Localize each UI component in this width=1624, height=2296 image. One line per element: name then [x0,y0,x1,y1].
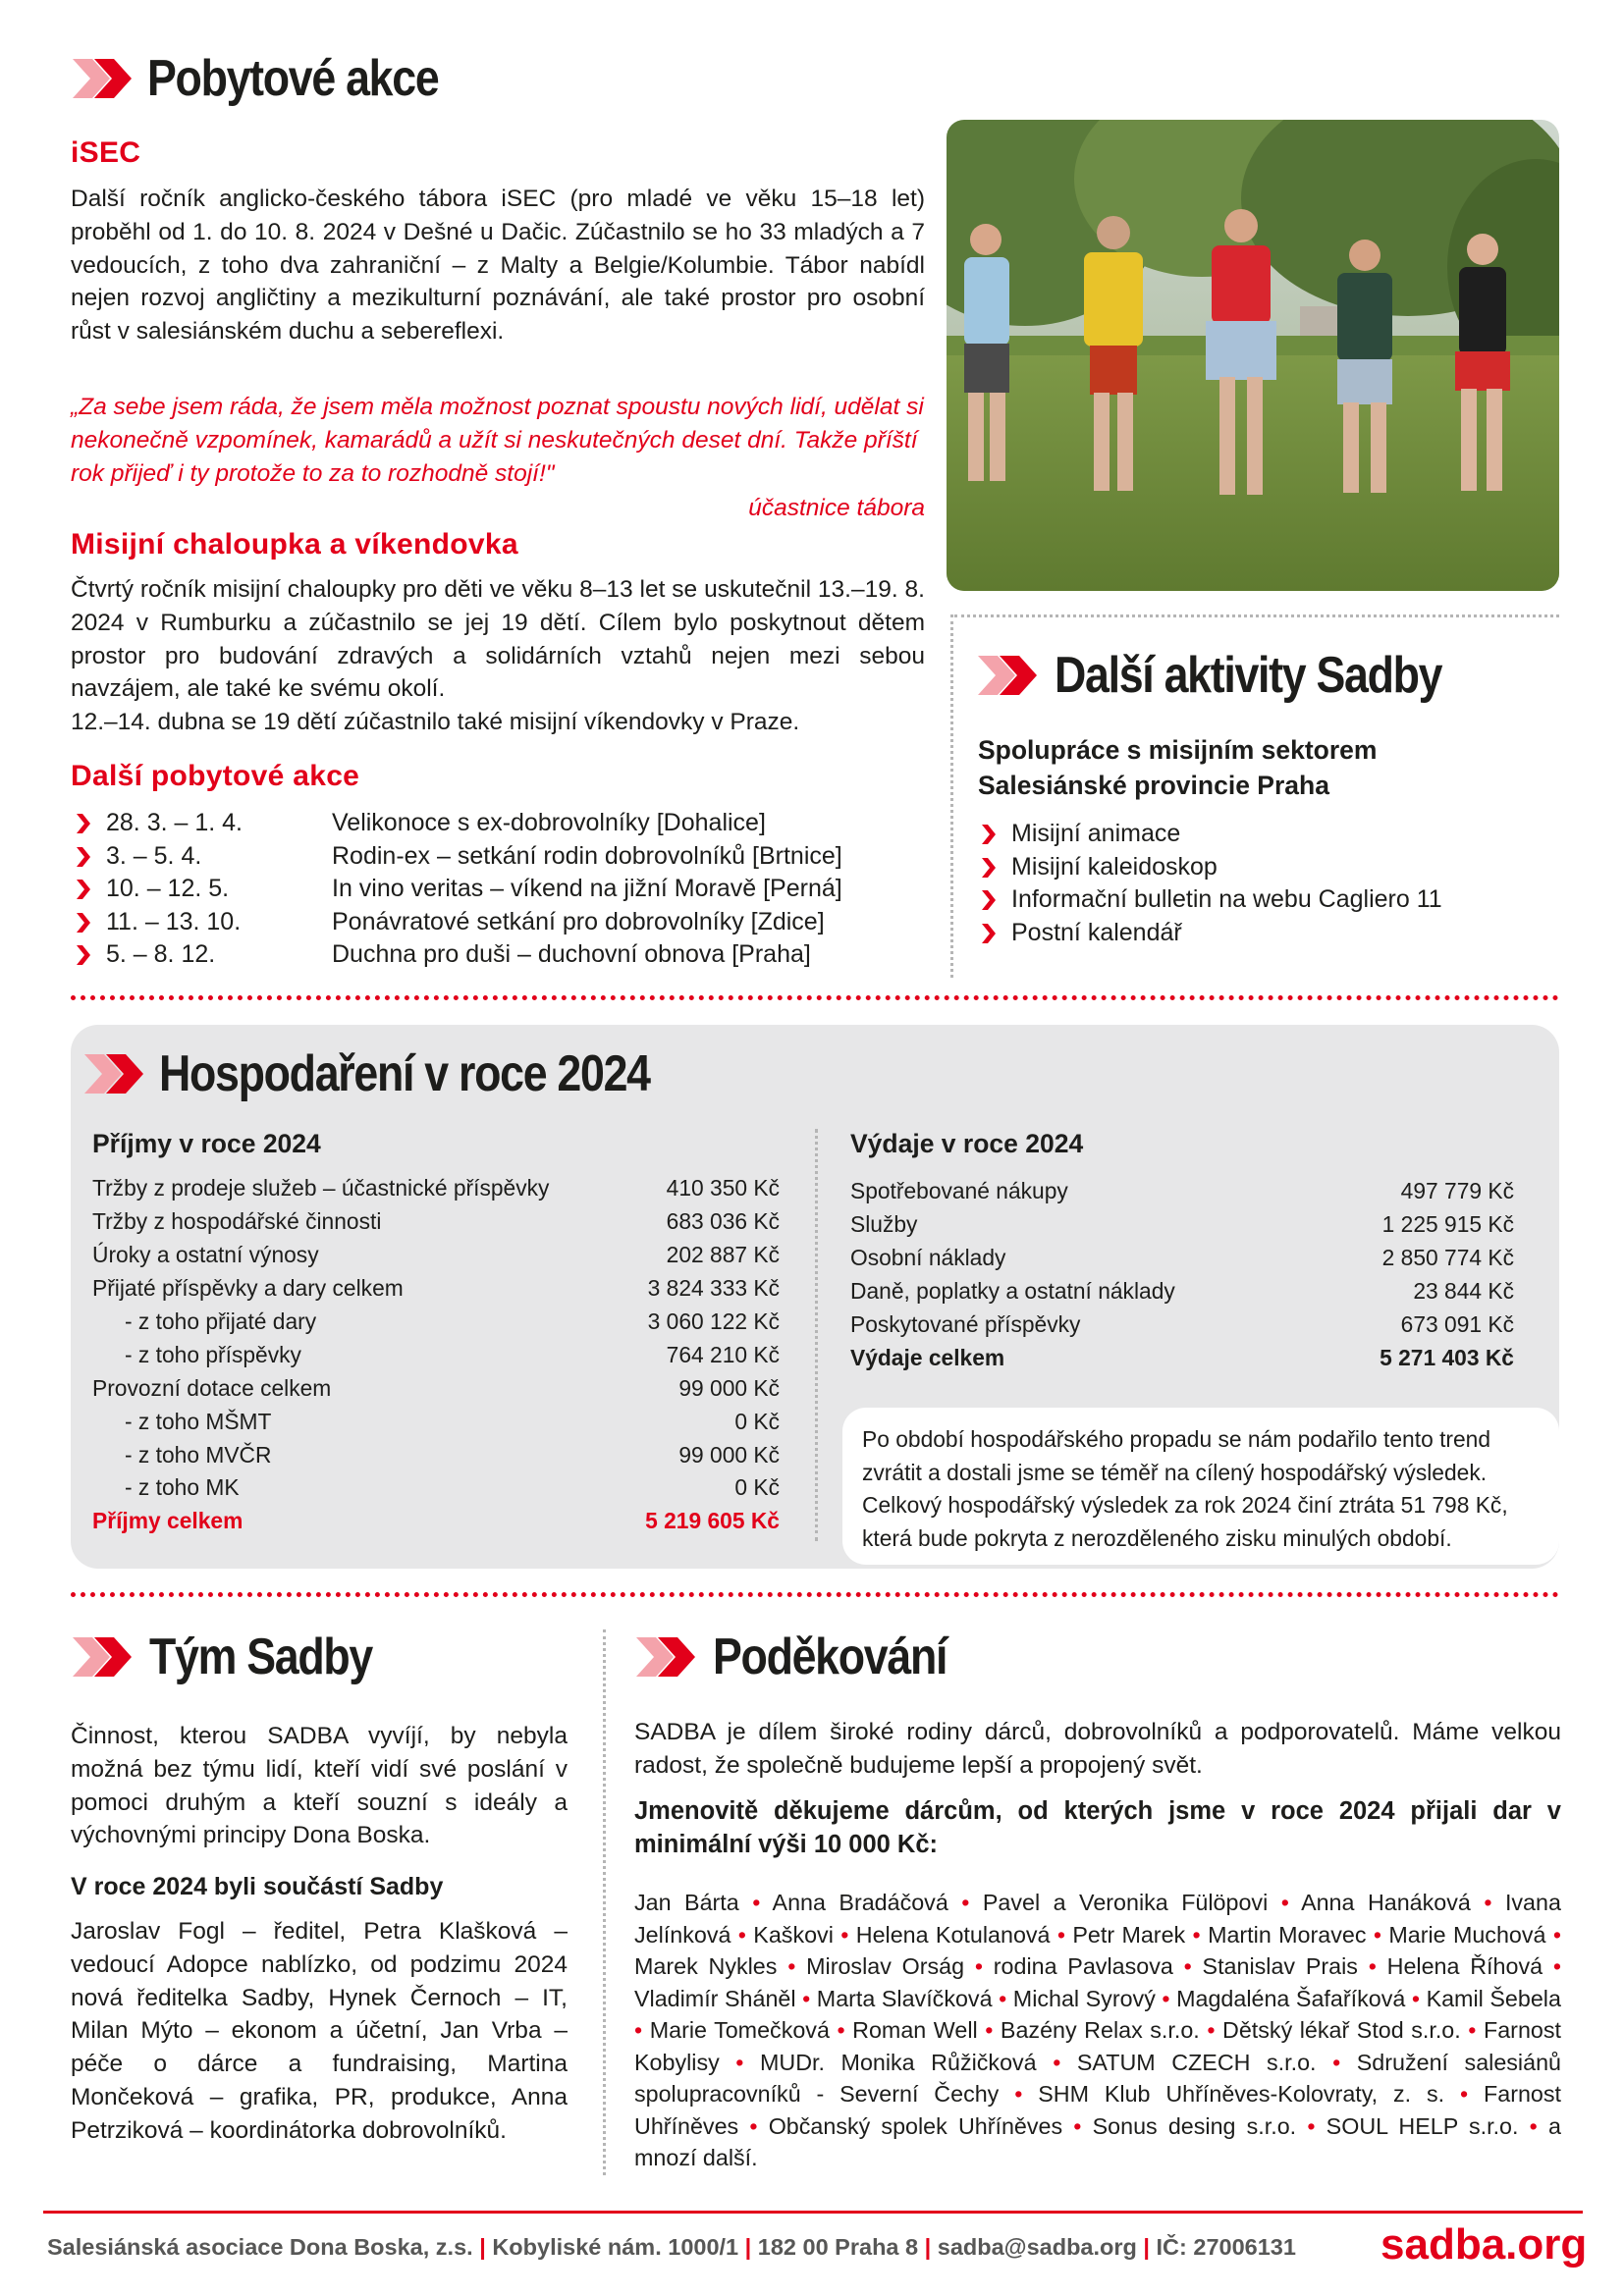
list-item [978,818,1442,851]
donor-name: Helena Kotulanová [855,1921,1051,1948]
donor-name: Dětský lékař Stod s.r.o. [1222,2017,1461,2043]
table-row [92,1272,780,1306]
income-total-label: Příjmy celkem [92,1508,244,1534]
table-row [92,1172,780,1205]
event-date: 3. – 5. 4. [106,841,202,870]
expense-label: Osobní náklady [850,1245,1006,1271]
expense-value: 497 779 Kč [1400,1178,1514,1204]
event-name: Rodin-ex – setkání rodin dobrovolníků [Brtnice] [332,841,842,870]
expense-value: 673 091 Kč [1400,1311,1514,1337]
chevron-right-icon [77,880,90,899]
table-row [92,1338,780,1371]
donor-name: SATUM CZECH s.r.o. [1076,2049,1317,2075]
income-value: 3 060 122 Kč [647,1308,780,1334]
donor-name: SOUL HELP s.r.o. [1326,2112,1519,2139]
chevron-right-icon [77,814,90,833]
list-item [978,917,1442,950]
finance-note [842,1408,1559,1565]
donor-name: Vladimír Sháněl [634,1985,796,2011]
donor-name: Anna Bradáčová [772,1890,948,1915]
section-divider [71,1592,1559,1597]
double-chevron-icon [636,1637,697,1677]
footer-contacts [47,2234,1296,2261]
column-divider [950,614,953,978]
donor-name: Michal Syrový [1012,1985,1156,2011]
list-item [73,807,842,840]
donor-separator: • [1056,1921,1066,1948]
activity-label: Informační bulletin na webu Cagliero 11 [1011,885,1442,913]
donor-name: Miroslav Orság [806,1953,965,1979]
double-chevron-icon [84,1054,145,1094]
expense-table [850,1175,1514,1374]
event-name: Duchna pro duši – duchovní obnova [Praha] [332,940,811,968]
expense-label: Poskytované příspěvky [850,1311,1081,1337]
donor-separator: • [999,1985,1007,2011]
double-chevron-icon [73,59,134,98]
donor-name: MUDr. Monika Růžičková [760,2049,1037,2075]
expense-label: Daně, poplatky a ostatní náklady [850,1278,1175,1305]
income-value: 3 824 333 Kč [647,1275,780,1302]
chevron-right-icon [77,847,90,867]
event-name: In vino veritas – víkend na jižní Moravě [Perná] [332,875,842,902]
chevron-right-icon [77,945,90,965]
income-value: 410 350 Kč [666,1175,780,1201]
income-label: - z toho přijaté dary [125,1308,317,1334]
donor-separator: • [634,2017,643,2043]
section-title-podekovani: Poděkování [713,1629,947,1685]
list-item [73,873,842,906]
income-total-value: 5 219 605 Kč [645,1508,780,1534]
donor-separator: • [735,2049,744,2075]
footer-brand-link[interactable]: sadba.org [1380,2220,1588,2269]
camp-photo-illustration [947,120,1559,591]
expense-label: Služby [850,1211,918,1238]
donor-separator: • [749,2112,758,2139]
donor-separator: • [1552,1953,1561,1979]
isec-heading: iSEC [71,136,141,169]
finance-note-text: Po období hospodářského propadu se nám podařilo tento trend zvrátit a dostali jsme se téměř na cílený hospodářský výsledek. Celkový hospodářský výsledek za rok 2024 činí ztráta 51 798 Kč, která bude pokryta z nerozděleného zisku minulých období. [862,1426,1508,1551]
table-row [92,1205,780,1239]
footer-rule [43,2211,1583,2214]
donor-name: Jan Bárta [634,1890,739,1915]
income-label: Tržby z hospodářské činnosti [92,1208,382,1235]
tym-intro: Činnost, kterou SADBA vyvíjí, by nebyla možná bez týmu lidí, kteří vidí své poslání v pomoci druhým a kteří souzní s ideály a výchovnými principy Dona Boska. [71,1723,568,1849]
donor-separator: • [1014,2081,1023,2107]
table-row [92,1471,780,1505]
donor-name: Marek Nykles [634,1953,778,1979]
table-row [92,1371,780,1405]
donor-name: Helena Říhová [1386,1953,1543,1979]
footer-separator: | [744,2234,752,2260]
donor-list [634,1887,1561,2174]
footer-org: Salesiánská asociace Dona Boska, z.s. [47,2234,473,2260]
donor-separator: • [985,2017,994,2043]
event-date: 11. – 13. 10. [106,907,242,935]
list-item [73,840,842,874]
donor-name: Marta Slavíčková [816,1985,993,2011]
donor-name: Sonus desing s.r.o. [1092,2112,1297,2139]
donor-separator: • [802,1985,811,2011]
chevron-right-icon [982,924,996,943]
table-row [92,1239,780,1272]
list-item [73,938,842,972]
donor-separator: • [974,1953,983,1979]
isec-text: Další ročník anglicko-českého tábora iSEC (pro mladé ve věku 15–18 let) proběhl od 1. do 10. 8. 2024 v Dešné u Dačic. Zúčastnilo se ho 33 mladých a 7 vedoucích, z toho dva zahraniční – z Malty a Belgie/Kolumbie. Tábor nabídl nejen rozvoj angličtiny a mezikulturní poznávání, ale také prostor pro osobní růst v salesiánském duchu a sebereflexi. [71,186,925,346]
donor-separator: • [840,1921,849,1948]
income-value: 0 Kč [734,1474,780,1501]
footer-email[interactable]: sadba@sadba.org [937,2234,1137,2260]
footer-zip: 182 00 Praha 8 [757,2234,919,2260]
chaloupka-text: Čtvrtý ročník misijní chaloupky pro děti ve věku 8–13 let se uskutečnil 13.–19. 8. 2024 v Rumburku a zúčastnilo se jej 19 dětí. Cílem bylo poskytnout dětem prostor pro budování zdravých a solidárních vztahů nejen mezi sebou navzájem, ale také ke svému okolí. [71,576,925,703]
donor-name: Bazény Relax s.r.o. [1000,2017,1200,2043]
chaloupka-heading: Misijní chaloupka a víkendovka [71,528,518,561]
donor-separator: • [961,1890,970,1915]
list-item [73,906,842,939]
table-row [92,1306,780,1339]
dalsi-akce-heading: Další pobytové akce [71,760,360,792]
section-title-hospodareni: Hospodaření v roce 2024 [159,1045,650,1102]
income-label: - z toho MK [125,1474,240,1501]
income-label: Tržby z prodeje služeb – účastnické příspěvky [92,1175,550,1201]
donor-name: Farnost Kobylisy [634,2017,1561,2075]
income-label: - z toho MVČR [125,1441,272,1468]
expense-title: Výdaje v roce 2024 [850,1129,1084,1158]
footer-address: Kobyliské nám. 1000/1 [492,2234,739,2260]
donor-separator: • [1411,1985,1421,2011]
expense-total-label: Výdaje celkem [850,1344,1005,1370]
photo-divider [954,614,1559,617]
donor-separator: • [1053,2049,1061,2075]
column-divider [603,1629,606,2175]
donor-name: Petr Marek [1072,1921,1186,1948]
donor-separator: • [1484,1890,1492,1915]
donor-separator: • [1192,1921,1201,1948]
donor-separator: • [1307,2112,1316,2139]
aktivity-subtitle: Spolupráce s misijním sektorem Salesiánské provincie Praha [978,735,1378,800]
table-row [850,1275,1514,1308]
table-row [92,1438,780,1471]
event-date: 28. 3. – 1. 4. [106,809,243,836]
income-label: Provozní dotace celkem [92,1374,332,1401]
donor-separator: • [1162,1985,1170,2011]
aktivity-list [978,818,1442,949]
donor-name: SHM Klub Uhříněves-Kolovraty, z. s. [1038,2081,1445,2107]
finance-column-divider [815,1129,818,1541]
table-row [850,1208,1514,1242]
donor-separator: • [1280,1890,1289,1915]
activity-label: Postní kalendář [1011,918,1182,946]
table-row [850,1175,1514,1208]
chevron-right-icon [77,913,90,933]
donor-name: Martin Moravec [1208,1921,1367,1948]
donor-name: Občanský spolek Uhříněves [768,2112,1063,2139]
income-value: 202 887 Kč [666,1242,780,1268]
donor-separator: • [1552,1921,1561,1948]
table-row [850,1308,1514,1342]
donor-separator: • [1207,2017,1216,2043]
donor-separator: • [1368,1953,1377,1979]
donor-name: Kaškovi [753,1921,834,1948]
camp-quote: „Za sebe jsem ráda, že jsem měla možnost poznat spoustu nových lidí, udělat si nekonečně vzpomínek, kamarádů a užít si neskutečných deset dní. Takže příští rok přijeď i ty protože to za to rozhodně stojí!" [71,394,924,487]
chevron-right-icon [982,890,996,910]
income-table [92,1172,780,1538]
expense-value: 23 844 Kč [1413,1278,1514,1305]
event-name: Velikonoce s ex-dobrovolníky [Dohalice] [332,809,766,836]
expense-value: 2 850 774 Kč [1381,1245,1514,1271]
expense-label: Spotřebované nákupy [850,1178,1068,1204]
table-row [850,1341,1514,1374]
activity-label: Misijní kaleidoskop [1011,852,1218,881]
income-label: Přijaté příspěvky a dary celkem [92,1275,404,1302]
donor-separator: • [1332,2049,1341,2075]
footer-separator: | [1143,2234,1150,2260]
footer-ic: IČ: 27006131 [1156,2234,1296,2260]
event-date: 5. – 8. 12. [106,940,216,968]
donor-name: Ivana Jelínková [634,1890,1561,1948]
income-label: Úroky a ostatní výnosy [92,1242,319,1268]
table-row [92,1505,780,1538]
donor-name: Kamil Šebela [1426,1985,1561,2011]
donor-name: Anna Hanáková [1301,1890,1471,1915]
donor-name: Sdružení salesiánů spolupracovníků - Severní Čechy [634,2049,1561,2107]
double-chevron-icon [978,656,1039,695]
donor-name: Magdaléna Šafaříková [1176,1985,1406,2011]
expense-total-value: 5 271 403 Kč [1380,1344,1514,1370]
table-row [850,1242,1514,1275]
donor-separator: • [1460,2081,1469,2107]
income-value: 0 Kč [734,1408,780,1434]
donor-name: Marie Tomečková [649,2017,830,2043]
section-title-aktivity: Další aktivity Sadby [1055,647,1442,704]
chevron-right-icon [982,825,996,844]
donor-separator: • [1468,2017,1477,2043]
event-name: Ponávratové setkání pro dobrovolníky [Zdice] [332,907,825,935]
income-value: 764 210 Kč [666,1341,780,1367]
tym-members: Jaroslav Fogl – ředitel, Petra Klašková – vedoucí Adopce nablízko, od podzimu 2024 nová ředitelka Sadby, Hynek Černoch – IT, Milan Mýto – ekonom a účetní, Jan Vrba – péče o dárce a fundraising, Martina Mončeková – grafika, PR, produkce, Anna Petrziková – koordinátorka dobrovolníků. [71,1918,568,2144]
quote-source: účastnice tábora [748,495,925,521]
podekovani-subtitle: Jmenovitě děkujeme dárcům, od kterých jsme v roce 2024 přijali dar v minimální výši 10 000 Kč: [634,1797,1561,1858]
table-row [92,1405,780,1438]
footer-separator: | [924,2234,932,2260]
section-divider [71,995,1559,1000]
donor-separator: • [737,1921,746,1948]
income-title: Příjmy v roce 2024 [92,1129,321,1158]
expense-value: 1 225 915 Kč [1381,1211,1514,1238]
chaloupka-text-2: 12.–14. dubna se 19 dětí zúčastnilo také misijní víkendovky v Praze. [71,709,800,735]
donor-separator: • [1373,1921,1381,1948]
camp-photo [947,120,1559,591]
section-title-tym: Tým Sadby [149,1629,372,1685]
donor-separator: • [752,1890,761,1915]
donor-name: a mnozí další. [634,2112,1561,2170]
income-value: 683 036 Kč [666,1208,780,1235]
donor-name: rodina Pavlasova [993,1953,1173,1979]
donor-name: Stanislav Prais [1202,1953,1358,1979]
list-item [978,851,1442,884]
income-value: 99 000 Kč [678,1441,780,1468]
list-item [978,883,1442,917]
donor-separator: • [1183,1953,1192,1979]
donor-name: Roman Well [852,2017,978,2043]
donor-separator: • [1073,2112,1082,2139]
income-label: - z toho příspěvky [125,1341,301,1367]
event-date: 10. – 12. 5. [106,875,230,902]
donor-separator: • [787,1953,796,1979]
donor-name: Marie Muchová [1388,1921,1546,1948]
donor-separator: • [837,2017,845,2043]
tym-subtitle: V roce 2024 byli součástí Sadby [71,1873,444,1900]
donor-name: Pavel a Veronika Fülöpovi [982,1890,1269,1915]
income-value: 99 000 Kč [678,1374,780,1401]
dalsi-akce-list [73,807,842,972]
chevron-right-icon [982,858,996,878]
donor-separator: • [1529,2112,1538,2139]
podekovani-intro: SADBA je dílem široké rodiny dárců, dobrovolníků a podporovatelů. Máme velkou radost, že společně budujeme lepší a propojený svět. [634,1719,1561,1779]
activity-label: Misijní animace [1011,820,1181,847]
section-title-pobytove: Pobytové akce [147,50,439,107]
footer-separator: | [479,2234,486,2260]
income-label: - z toho MŠMT [125,1408,272,1434]
donor-name: Farnost Uhříněves [634,2081,1562,2139]
double-chevron-icon [73,1637,134,1677]
